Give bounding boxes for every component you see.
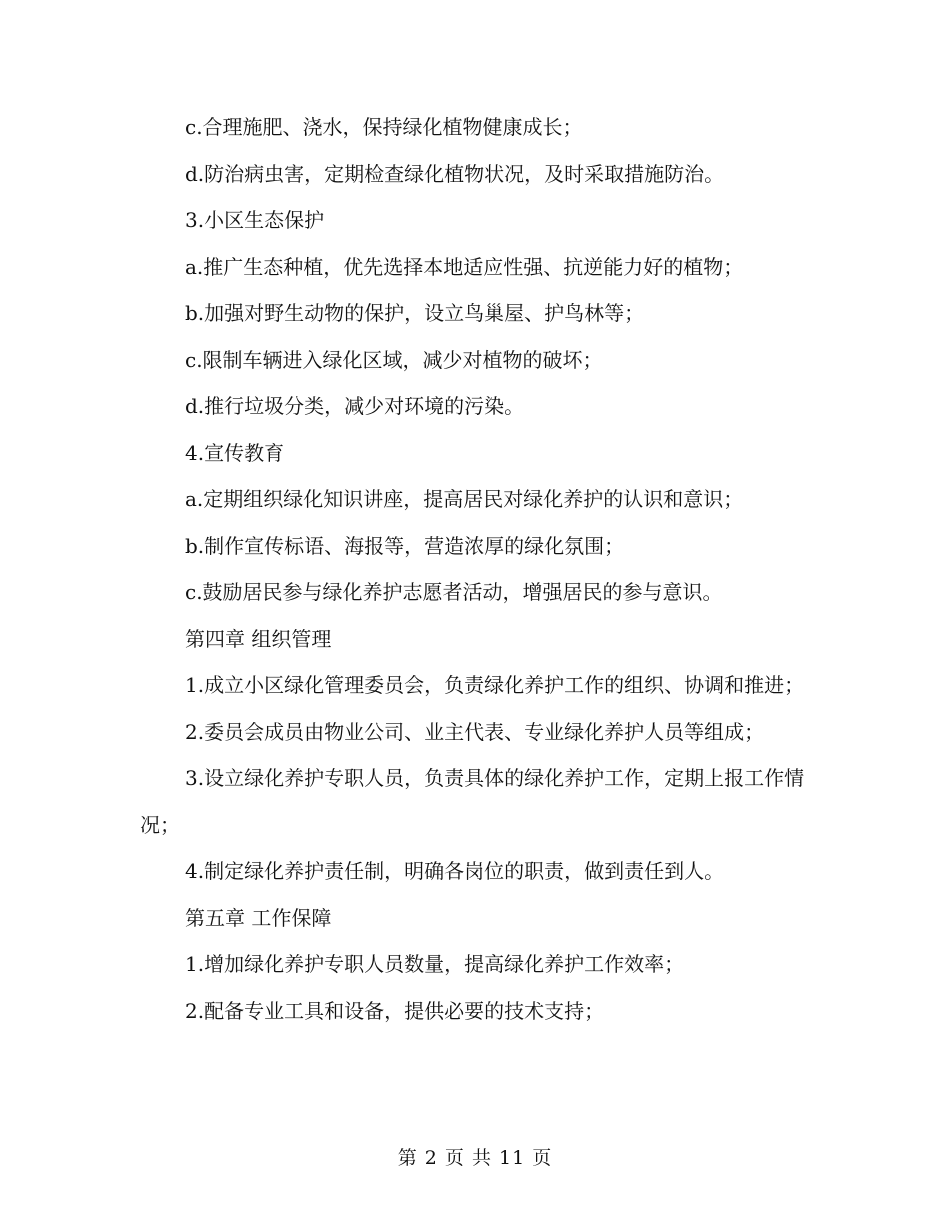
paragraph: a.定期组织绿化知识讲座，提高居民对绿化养护的认识和意识；: [185, 487, 744, 511]
page-number-footer: [0, 1145, 950, 1171]
footer-suffix: 页: [532, 1147, 553, 1169]
paragraph: 2.配备专业工具和设备，提供必要的技术支持；: [185, 998, 605, 1023]
paragraph: 1.增加绿化养护专职人员数量，提高绿化养护工作效率；: [185, 952, 685, 976]
paragraph: b.制作宣传标语、海报等，营造浓厚的绿化氛围；: [185, 533, 625, 558]
paragraph: 4.制定绿化养护责任制，明确各岗位的职责，做到责任到人。: [185, 859, 725, 883]
chapter-heading: 第五章 工作保障: [185, 905, 332, 930]
paragraph: c.鼓励居民参与绿化养护志愿者活动，增强居民的参与意识。: [185, 580, 723, 604]
paragraph: c.合理施肥、浇水，保持绿化植物健康成长；: [185, 115, 583, 139]
footer-prefix: 第: [397, 1147, 418, 1169]
paragraph: 3.设立绿化养护专职人员，负责具体的绿化养护工作，定期上报工作情况；: [140, 766, 805, 837]
paragraph: c.限制车辆进入绿化区域，减少对植物的破坏；: [185, 347, 603, 372]
paragraph: 1.成立小区绿化管理委员会，负责绿化养护工作的组织、协调和推进；: [185, 673, 805, 697]
section-heading: 4.宣传教育: [185, 440, 285, 465]
paragraph: 2.委员会成员由物业公司、业主代表、专业绿化养护人员等组成；: [185, 719, 765, 744]
total-pages-number: 11: [499, 1147, 526, 1169]
paragraph: d.推行垃圾分类，减少对环境的污染。: [185, 394, 525, 418]
paragraph: b.加强对野生动物的保护，设立鸟巢屋、护鸟林等；: [185, 301, 645, 325]
paragraph: a.推广生态种植，优先选择本地适应性强、抗逆能力好的植物；: [185, 254, 744, 279]
section-heading: 3.小区生态保护: [185, 208, 325, 232]
chapter-heading: 第四章 组织管理: [185, 626, 332, 651]
current-page-number: 2: [424, 1147, 438, 1169]
footer-middle: 页 共: [444, 1147, 492, 1169]
document-body: [140, 104, 812, 1034]
paragraph: d.防治病虫害，定期检查绿化植物状况，及时采取措施防治。: [185, 161, 725, 186]
